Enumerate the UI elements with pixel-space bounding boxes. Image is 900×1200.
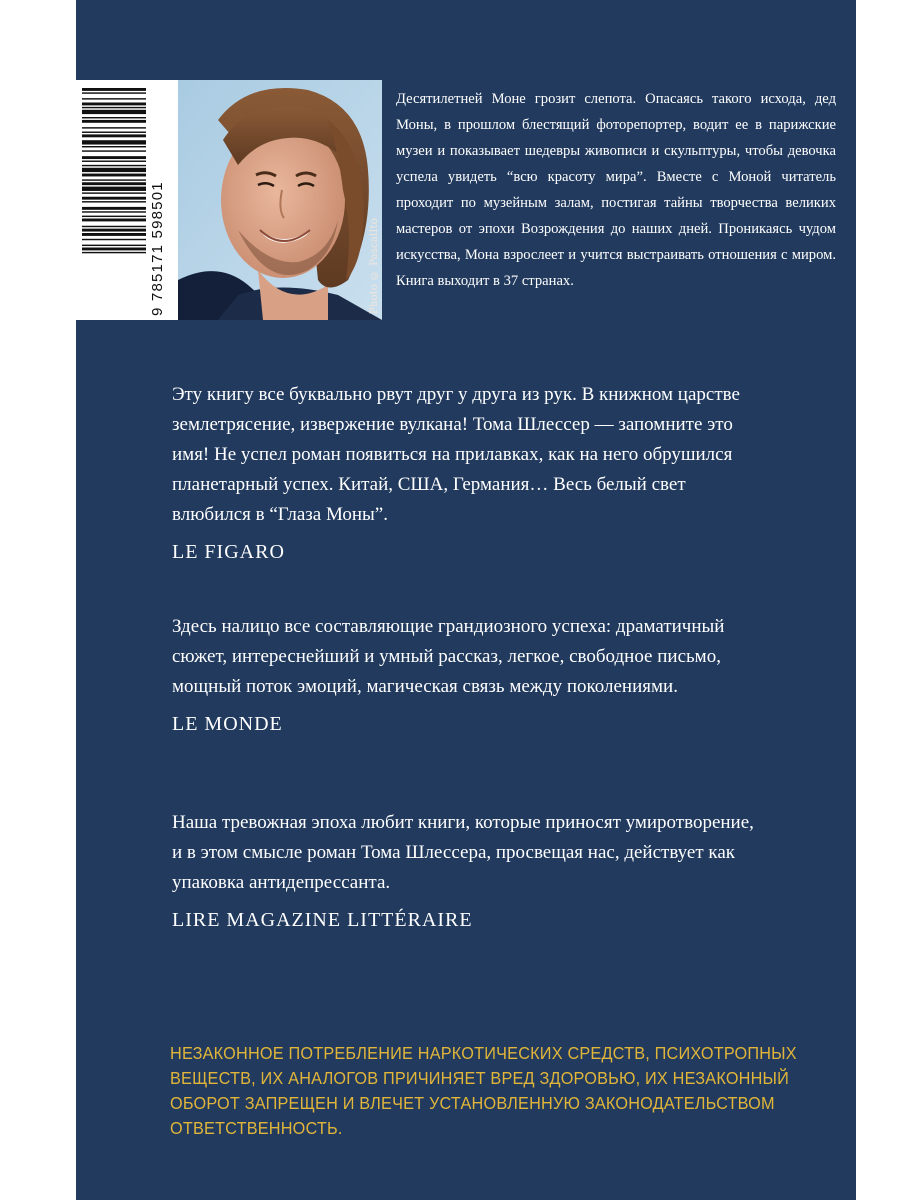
barcode-bar — [82, 245, 146, 246]
barcode-number: 9 785171 598501 — [149, 181, 166, 316]
book-synopsis: Десятилетней Моне грозит слепота. Опасаясь такого исхода, дед Моны, в прошлом блестящий фоторепортер, водит ее в парижские музеи и показывает шедевры живописи и скульптуры, чтобы девочка успела увидеть “всю красоту мира”. Вместе с Моной читатель проходит по музейным залам, постигая тайны творчества великих мастеров от эпохи Возрождения до наших дней. Проникаясь чудом искусства, Мона взрослеет и учится выстраивать отношения с миром. Книга выходит в 37 странах. — [396, 91, 836, 289]
barcode-bar — [82, 165, 146, 166]
barcode-bar — [82, 146, 146, 147]
barcode-bar — [82, 88, 146, 91]
barcode-bar — [82, 168, 146, 172]
review-lire-magazine — [172, 808, 762, 934]
barcode-bar — [82, 117, 146, 118]
barcode-bar — [82, 150, 146, 151]
photo-credit: Photo © PascalIto — [369, 217, 380, 314]
barcode-bar — [82, 140, 146, 144]
legal-warning: НЕЗАКОННОЕ ПОТРЕБЛЕНИЕ НАРКОТИЧЕСКИХ СРЕДСТВ, ПСИХОТРОПНЫХ ВЕЩЕСТВ, ИХ АНАЛОГОВ ПРИЧИНЯЕТ ВРЕД ЗДОРОВЬЮ, ИХ НЕЗАКОННЫЙ ОБОРОТ ЗАПРЕЩЕН И ВЛЕЧЕТ УСТАНОВЛЕННУЮ ЗАКОНОДАТЕЛЬСТВОМ ОТВЕТСТВЕННОСТЬ. — [170, 1043, 797, 1138]
barcode-bar — [82, 192, 146, 193]
barcode-bar — [82, 182, 146, 185]
barcode-bar — [82, 216, 146, 217]
barcode-bar — [82, 233, 146, 236]
review-le-figaro — [172, 380, 762, 566]
barcode-bar — [82, 226, 146, 227]
barcode-bar — [82, 107, 146, 108]
barcode-bar — [82, 239, 146, 240]
barcode-bar — [82, 161, 146, 162]
barcode-bar — [82, 187, 146, 191]
review-le-monde — [172, 612, 762, 738]
author-photo — [178, 80, 382, 320]
barcode-bar — [82, 174, 146, 177]
review-quote: Наша тревожная эпоха любит книги, которые приносят умиротворение, и в этом смысле роман Тома Шлессера, просвещая нас, действует как упаковка антидепрессанта. — [172, 812, 754, 893]
barcode-bar — [82, 127, 146, 128]
isbn-barcode — [76, 80, 178, 320]
review-source: LIRE MAGAZINE LITTÉRAIRE — [172, 909, 473, 931]
barcode-bar — [82, 179, 146, 180]
barcode-bar — [82, 120, 146, 123]
review-source: LE FIGARO — [172, 541, 285, 563]
barcode-bar — [82, 252, 146, 253]
barcode-bar — [82, 134, 146, 137]
barcode-bar — [82, 156, 146, 159]
barcode-bar — [82, 98, 146, 99]
barcode-bar — [82, 92, 146, 93]
book-back-cover — [76, 0, 856, 1200]
review-quote: Здесь налицо все составляющие грандиозного успеха: драматичный сюжет, интереснейший и умный рассказ, легкое, свободное письмо, мощный поток эмоций, магическая связь между поколениями. — [172, 616, 725, 697]
barcode-bar — [82, 248, 146, 251]
barcode-bar — [82, 211, 146, 212]
barcode-bar — [82, 110, 146, 114]
review-quote: Эту книгу все буквально рвут друг у друга из рук. В книжном царстве землетрясение, извержение вулкана! Тома Шлессер — запомните это имя! Не успел роман появиться на прилавках, как на него обрушился планетарный успех. Китай, США, Германия… Весь белый свет влюбился в “Глаза Моны”. — [172, 384, 740, 525]
barcode-bar — [82, 132, 146, 133]
barcode-bar — [82, 207, 146, 210]
barcode-bar — [82, 229, 146, 232]
barcode-bar — [82, 197, 146, 200]
barcode-bar — [82, 103, 146, 106]
review-source: LE MONDE — [172, 713, 283, 735]
barcode-bars — [82, 88, 146, 253]
barcode-bar — [82, 219, 146, 222]
author-portrait-image — [178, 80, 382, 320]
barcode-bar — [82, 201, 146, 202]
barcode-graphic — [76, 80, 178, 320]
